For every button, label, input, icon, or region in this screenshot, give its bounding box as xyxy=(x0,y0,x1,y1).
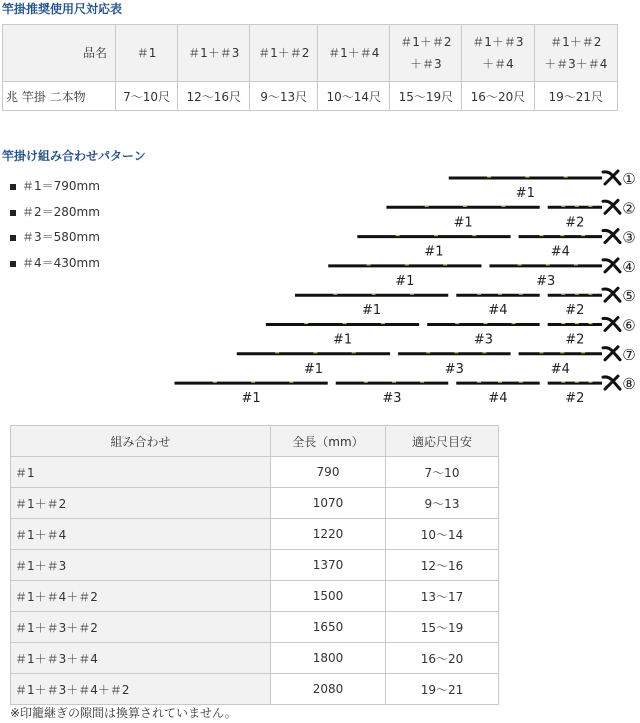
section-title-patterns: 竿掛け組み合わせパターン xyxy=(2,149,146,163)
combo-cell: ＃1 xyxy=(11,457,271,488)
segment-label: #4 xyxy=(488,391,508,405)
combo-cell: ＃1＋＃3＋＃4 xyxy=(11,643,271,674)
pattern-row xyxy=(449,170,636,201)
segment-label: #3 xyxy=(382,391,402,405)
shaku-cell: 9〜13 xyxy=(386,488,499,519)
corner-header: 品名 xyxy=(3,25,116,82)
footnote: ※印籠継ぎの隙間は換算されていません。 xyxy=(10,706,237,720)
pattern-number: ④ xyxy=(622,257,636,276)
length-cell: 1800 xyxy=(271,643,386,674)
length-cell: 1500 xyxy=(271,581,386,612)
col-header: ＃1＋＃2 ＋＃3 xyxy=(390,25,462,82)
pattern-row xyxy=(266,317,636,348)
segment-label: #2 xyxy=(565,303,585,319)
rod-holder-icon xyxy=(603,259,620,272)
shaku-cell: 10〜14 xyxy=(386,519,499,550)
segment-label: #2 xyxy=(565,332,585,348)
segment-label: #3 xyxy=(444,361,464,377)
spec-item: ＃1＝790mm xyxy=(10,177,100,194)
combo-cell: ＃1＋＃4 xyxy=(11,519,271,550)
table-cell: 16〜20尺 xyxy=(462,82,534,111)
segment-label: #2 xyxy=(565,215,585,231)
segment-label: #4 xyxy=(488,303,508,319)
combo-cell: ＃1＋＃4＋＃2 xyxy=(11,581,271,612)
length-cell: 1070 xyxy=(271,488,386,519)
length-cell: 1220 xyxy=(271,519,386,550)
table-header-row xyxy=(3,25,618,82)
shaku-cell: 19〜21 xyxy=(386,674,499,705)
shaku-cell: 12〜16 xyxy=(386,550,499,581)
rod-holder-icon xyxy=(603,171,620,184)
table-row xyxy=(11,612,499,643)
combination-diagram xyxy=(0,160,640,405)
shaku-cell: 15〜19 xyxy=(386,612,499,643)
combo-cell: ＃1＋＃3＋＃2 xyxy=(11,612,271,643)
table-row xyxy=(11,457,499,488)
col-header: ＃1＋＃2 ＋＃3＋＃4 xyxy=(534,25,618,82)
pattern-number: ⑥ xyxy=(622,316,636,335)
pattern-number: ⑧ xyxy=(622,375,636,394)
rod-holder-icon xyxy=(603,200,620,213)
segment-label: #4 xyxy=(550,361,570,377)
col-header: ＃1＋＃3 ＋＃4 xyxy=(462,25,534,82)
shaku-cell: 13〜17 xyxy=(386,581,499,612)
combo-cell: ＃1＋＃3＋＃4＋＃2 xyxy=(11,674,271,705)
table-row xyxy=(11,581,499,612)
pattern-row xyxy=(328,258,636,289)
segment-label: #1 xyxy=(303,361,324,377)
segment-label: #4 xyxy=(550,244,570,260)
pattern-number: ③ xyxy=(622,228,636,247)
table-cell: 10〜14尺 xyxy=(318,82,390,111)
table-cell: 19〜21尺 xyxy=(534,82,618,111)
pattern-number: ⑦ xyxy=(622,345,636,364)
row-label: 兆 竿掛 二本物 xyxy=(3,82,116,111)
pattern-row xyxy=(295,287,636,318)
shaku-cell: 16〜20 xyxy=(386,643,499,674)
combo-cell: ＃1＋＃3 xyxy=(11,550,271,581)
table-row xyxy=(11,550,499,581)
length-cell: 1370 xyxy=(271,550,386,581)
col-header: ＃1＋＃4 xyxy=(318,25,390,82)
shaku-cell: 7〜10 xyxy=(386,457,499,488)
table-row xyxy=(11,488,499,519)
segment-label: #1 xyxy=(424,244,444,260)
table-row xyxy=(3,82,618,111)
segment-label: #2 xyxy=(565,391,585,405)
rod-holder-icon xyxy=(603,288,620,301)
spec-item: ＃4＝430mm xyxy=(10,254,100,271)
section-title-compatibility: 竿掛推奨使用尺対応表 xyxy=(2,2,123,16)
spec-item: ＃3＝580mm xyxy=(10,228,100,245)
pattern-number: ① xyxy=(622,170,636,188)
col-header: ＃1 xyxy=(116,25,178,82)
table-cell: 12〜16尺 xyxy=(178,82,250,111)
segment-label: #1 xyxy=(362,303,382,319)
segment-label: #1 xyxy=(395,273,415,289)
col-header: ＃1＋＃2 xyxy=(250,25,318,82)
table-header-row xyxy=(11,426,499,457)
pattern-number: ⑤ xyxy=(622,287,636,306)
segment-label: #1 xyxy=(453,215,473,231)
pattern-number: ② xyxy=(622,199,636,218)
rod-holder-icon xyxy=(603,318,620,331)
length-cell: 1650 xyxy=(271,612,386,643)
compatibility-table xyxy=(2,24,618,111)
col-header: 適応尺目安 xyxy=(386,426,499,457)
pattern-row xyxy=(386,199,635,230)
segment-label: #1 xyxy=(515,186,535,201)
table-row xyxy=(11,519,499,550)
table-cell: 15〜19尺 xyxy=(390,82,462,111)
segment-label: #1 xyxy=(241,391,261,405)
table-row xyxy=(11,674,499,705)
pattern-row xyxy=(357,229,635,260)
rod-holder-icon xyxy=(603,230,620,243)
length-cell: 790 xyxy=(271,457,386,488)
rod-holder-icon xyxy=(603,376,620,389)
table-cell: 7〜10尺 xyxy=(116,82,178,111)
rod-holder-icon xyxy=(603,347,620,360)
combo-cell: ＃1＋＃2 xyxy=(11,488,271,519)
segment-label: #3 xyxy=(473,332,494,348)
segment-label: #1 xyxy=(332,332,353,348)
pattern-row xyxy=(174,375,635,405)
col-header: 組み合わせ xyxy=(11,426,271,457)
combination-table xyxy=(10,425,499,705)
segment-label: #3 xyxy=(536,273,556,289)
table-row xyxy=(11,643,499,674)
table-cell: 9〜13尺 xyxy=(250,82,318,111)
spec-item: ＃2＝280mm xyxy=(10,203,100,220)
col-header: ＃1＋＃3 xyxy=(178,25,250,82)
col-header: 全長（mm） xyxy=(271,426,386,457)
pattern-row xyxy=(237,346,636,377)
length-cell: 2080 xyxy=(271,674,386,705)
